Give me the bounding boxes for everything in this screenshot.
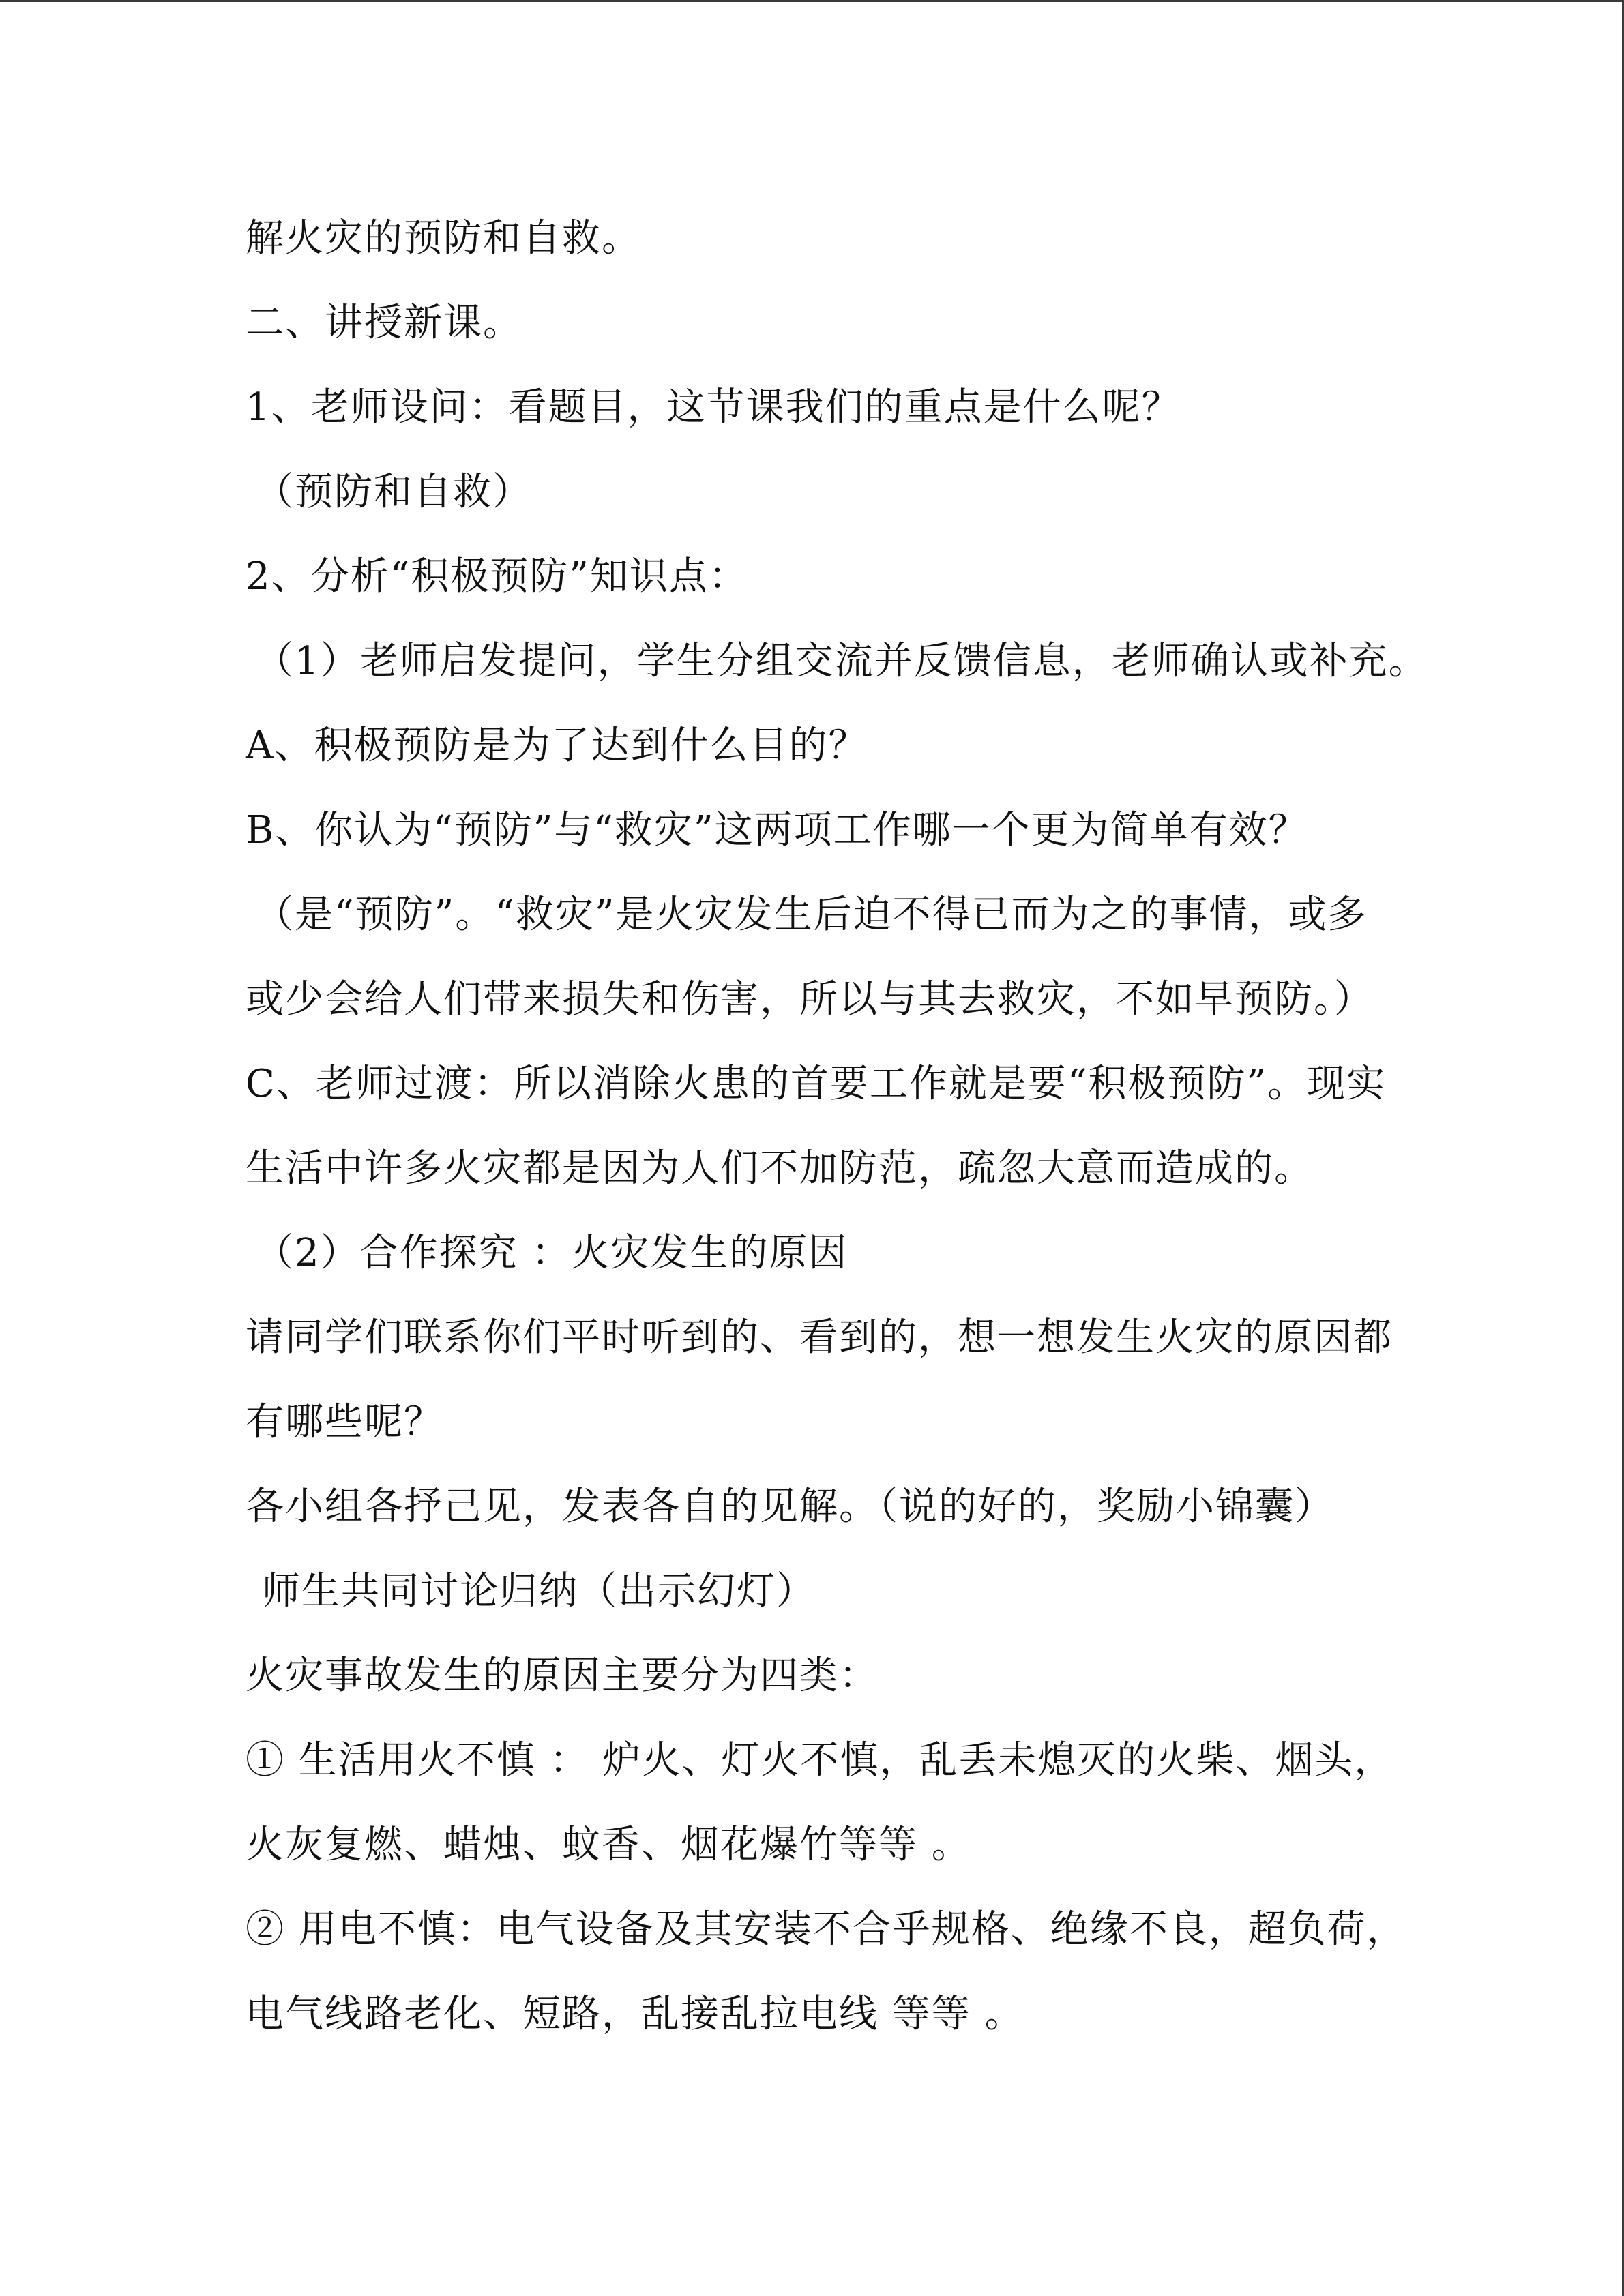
text-line: （预防和自救） — [255, 470, 532, 514]
text-line: 电气线路老化、短路，乱接乱拉电线 等等 。 — [246, 1992, 1024, 2036]
text-line: （1）老师启发提问，学生分组交流并反馈信息，老师确认或补充。 — [255, 639, 1428, 683]
text-line: 1、老师设问：看题目，这节课我们的重点是什么呢？ — [246, 385, 1181, 430]
list-item-text: ② 用电不慎：电气设备及其安装不合乎规格、绝缘不良，超负荷， — [246, 1907, 1406, 1952]
text-line: 师生共同讨论归纳（出示幻灯） — [262, 1569, 816, 1613]
text-line: 2、分析“积极预防”知识点： — [246, 554, 748, 599]
text-line: 有哪些呢？ — [246, 1400, 443, 1444]
text-line: 请同学们联系你们平时听到的、看到的，想一想发生火灾的原因都 — [246, 1315, 1393, 1360]
page-top-border — [0, 0, 1624, 2]
text-line: 或少会给人们带来损失和伤害，所以与其去救灾，不如早预防。） — [246, 977, 1374, 1022]
text-line: C、老师过渡：所以消除火患的首要工作就是要“积极预防”。现实 — [246, 1062, 1387, 1106]
text-line: 火灰复燃、蜡烛、蚊香、烟花爆竹等等 。 — [246, 1823, 971, 1867]
text-line: （是“预防”。“救灾”是火灾发生后迫不得已而为之的事情，或多 — [255, 893, 1368, 937]
list-item-text: ① 生活用火不慎 ： 炉火、灯火不慎，乱丢未熄灭的火柴、烟头， — [246, 1738, 1394, 1783]
text-line: 解火灾的预防和自救。 — [246, 216, 641, 260]
document-body — [246, 216, 1428, 2077]
text-line: B、你认为“预防”与“救灾”这两项工作哪一个更为简单有效？ — [246, 808, 1308, 852]
text-line: A、积极预防是为了达到什么目的？ — [246, 724, 868, 768]
text-line: 生活中许多火灾都是因为人们不加防范，疏忽大意而造成的。 — [246, 1146, 1314, 1191]
text-line: 各小组各抒己见，发表各自的见解。（说的好的，奖励小锦囊） — [246, 1485, 1334, 1529]
text-line: 火灾事故发生的原因主要分为四类： — [246, 1654, 879, 1698]
section-heading: 二、讲授新课。 — [246, 301, 522, 345]
text-line: （2）合作探究 ：火灾发生的原因 — [255, 1231, 848, 1275]
